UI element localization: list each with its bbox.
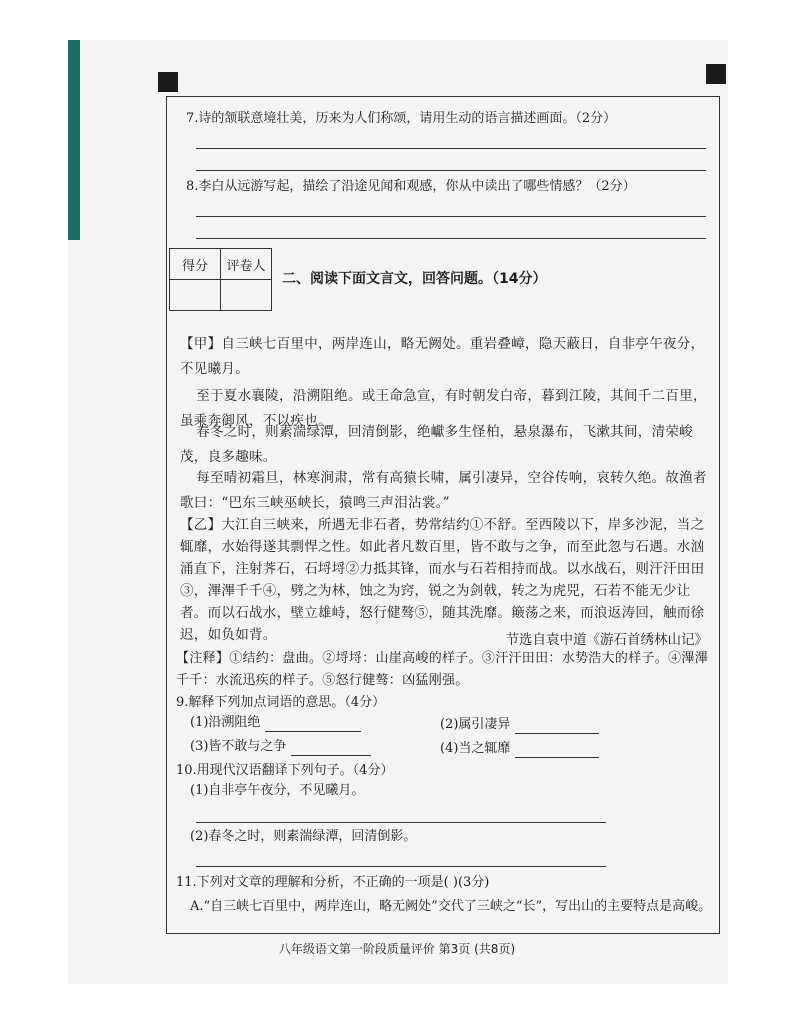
question-9: 9.解释下列加点词语的意思。（4分） — [176, 695, 386, 710]
q9-item-1-label: (1)沿溯阻绝 — [190, 715, 261, 730]
question-10: 10.用现代汉语翻译下列句子。（4分） — [176, 763, 394, 778]
question-8: 8.李白从远游写起，描绘了沿途见闻和观感，你从中读出了哪些情感？（2分） — [186, 179, 636, 194]
annotation-notes: 【注释】①结约：盘曲。②埒埒：山崖高峻的样子。③汗汗田田：水势浩大的样子。④滭滭千千：水流迅疾的样子。⑤怒行健骜：凶猛刚强。 — [176, 651, 709, 688]
q9-item-1 — [190, 714, 361, 732]
passage-jia-para-1: 【甲】自三峡七百里中，两岸连山，略无阙处。重岩叠嶂，隐天蔽日，自非亭午夜分，不见曦月。 — [180, 336, 705, 377]
passage-yi: 【乙】大江自三峡来，所遇无非石者，势常结约①不舒。至西陵以下，岸多沙泥，当之辄靡，水始得遂其剽悍之性。如此者凡数百里，皆不敢与之争，而至此忽与石遇。水汹涌直下，注射荠石，石埒埒②力抵其锋，而水与石若相持而战。以水战石，则汗汗田田③，滭滭千千④，劈之为林，蚀之为窍，锐之为剑戟，转之为虎兕，石若不能无少让者。而以石战水，壁立雄峙，怒行健骜⑤，随其洗靡。簸荡之来，而浪返涛回，触而徐迟，如负如背。 — [180, 517, 705, 643]
answer-line-q10-1[interactable] — [196, 822, 606, 823]
grader-header: 评卷人 — [221, 249, 272, 280]
answer-line-q7-2[interactable] — [196, 170, 706, 171]
q9-item-3-label: (3)皆不敢与之争 — [190, 739, 287, 754]
registration-mark-top-left — [158, 72, 178, 92]
answer-line-q7-1[interactable] — [196, 148, 706, 149]
question-11: 11.下列对文章的理解和分析，不正确的一项是( )(3分) — [176, 875, 490, 890]
q10-item-2: (2)春冬之时，则素湍绿潭，回清倒影。 — [190, 829, 417, 844]
passage-jia-para-3: 春冬之时，则素湍绿潭，回清倒影，绝巘多生怪柏，悬泉瀑布，飞漱其间，清荣峻茂，良多趣味。 — [180, 424, 693, 465]
passage-jia-para-4: 每至晴初霜旦，林寒涧肃，常有高猿长啸，属引凄异，空谷传响，哀转久绝。故渔者歌曰：“巴东三峡巫峡长，猿鸣三声泪沾裳。” — [180, 470, 707, 511]
q9-item-2-label: (2)属引凄异 — [440, 717, 511, 732]
q10-item-1: (1)自非亭午夜分，不见曦月。 — [190, 783, 365, 798]
score-cell[interactable] — [170, 280, 221, 311]
q9-item-3-blank[interactable] — [291, 755, 371, 756]
grader-cell[interactable] — [221, 280, 272, 311]
q11-option-a: A.“自三峡七百里中，两岸连山，略无阙处”交代了三峡之“长”，写出山的主要特点是高峻。 — [190, 899, 712, 914]
answer-line-q8-2[interactable] — [196, 238, 706, 239]
q9-item-4-blank[interactable] — [515, 757, 599, 758]
q9-item-2 — [440, 716, 599, 734]
answer-line-q10-2[interactable] — [196, 866, 606, 867]
q9-item-1-blank[interactable] — [265, 731, 361, 732]
score-header: 得分 — [170, 249, 221, 280]
q9-item-4-label: (4)当之辄靡 — [440, 741, 511, 756]
q9-item-3 — [190, 738, 371, 756]
passage-jia-para-2: 至于夏水襄陵，沿溯阻绝。或王命急宣，有时朝发白帝，暮到江陵，其间千二百里，虽乘奔御风，不以疾也。 — [180, 388, 707, 429]
answer-line-q8-1[interactable] — [196, 216, 706, 217]
page-footer: 八年级语文第一阶段质量评价 第3页 (共8页) — [278, 942, 516, 956]
q9-item-2-blank[interactable] — [515, 733, 599, 734]
question-7: 7.诗的颔联意境壮美，历来为人们称颂，请用生动的语言描述画面。（2分） — [186, 111, 617, 126]
registration-mark-top-right — [706, 64, 726, 84]
binding-strip — [68, 40, 80, 240]
q9-item-4 — [440, 740, 599, 758]
section-2-title: 二、阅读下面文言文，回答问题。（14分） — [282, 271, 547, 287]
passage-source: 节选自袁中道《游石首绣林山记》 — [505, 632, 708, 648]
score-table — [169, 248, 272, 311]
